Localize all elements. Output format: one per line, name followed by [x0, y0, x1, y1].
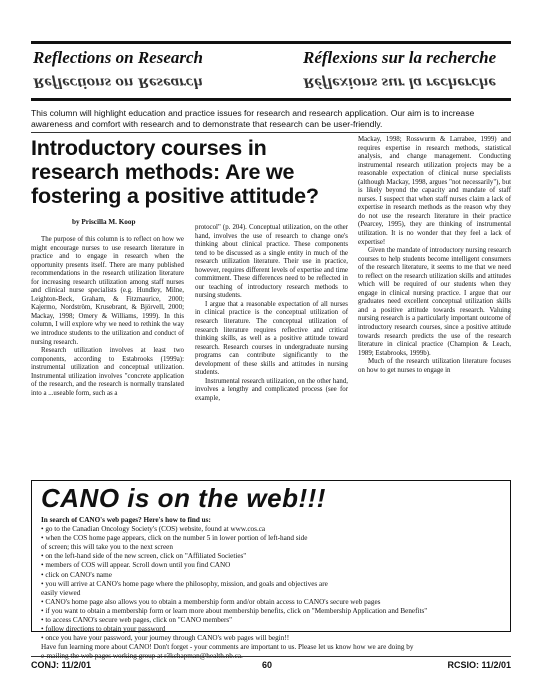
top-divider [31, 132, 511, 133]
paragraph: Much of the research utilization literature focuses on how to get nurses to engage in [358, 358, 511, 374]
paragraph: Research utilization involves at least two components, according to Estabrooks (1999a): instrumental utilization and conceptual utilization. Instrumental utilization involves "concrete application of the research, and the research is normally translated into a ...useable form, such as a [31, 347, 184, 397]
box-line: easily viewed [41, 588, 81, 597]
article-byline: by Priscilla M. Koop [72, 218, 136, 226]
cano-web-box [31, 480, 511, 661]
box-line: • to access CANO's secure web pages, click on "CANO members" [41, 616, 233, 625]
banner-right-title: Réflexions sur la recherche [303, 48, 497, 67]
box-line: • follow directions to obtain your password [41, 625, 166, 634]
column-banner [31, 41, 511, 101]
banner-reflection [32, 75, 496, 91]
footer-left: CONJ: 11/2/01 [31, 660, 92, 670]
box-line: • go to the Canadian Oncology Society's (COS) website, found at www.cos.ca [41, 525, 266, 534]
article-column-2 [195, 224, 348, 403]
box-line: • click on CANO's name [41, 570, 112, 579]
svg-text:Reflections on Research: Reflections on Research [33, 74, 203, 91]
article-title: Introductory courses in research methods: Are we fostering a positive attitude? [31, 136, 319, 208]
box-line: • you will arrive at CANO's home page where the philosophy, mission, and goals and objectives are [41, 579, 328, 588]
svg-text:Réflexions sur la recherche: Réflexions sur la recherche [303, 74, 497, 91]
paragraph: Mackay, 1998; Rosswurm & Larrabee, 1999) and requires expertise in research methods, statistical analysis, and change management. Conducting instrumental research utilization projects may be a reasonable expectation of clinical nurse specialists (although Mackay, 1998, argues "not necessarily"), but is likely beyond the capacity and mandate of staff nurses. I suspect that when staff nurses claim a lack of expertise in research methods as the reason why they do not use the research literature in their practice (Pearcey, 1995), they are thinking of instrumental utilization. It is no wonder that they feel a lack of expertise! [358, 136, 511, 246]
footer-right: RCSIO: 11/2/01 [447, 660, 511, 670]
column-intro: This column will highlight education and practice issues for research and research application. Our aim is to increase awareness and comfort with research and to demonstrate that research can be user-friendly. [31, 108, 475, 129]
box-line: • once you have your password, your journey through CANO's web pages will begin!! [41, 634, 290, 643]
box-line: • when the COS home page appears, click on the number 5 in lower portion of left-hand side [41, 534, 308, 543]
box-line: e-mailing the web pages working group at r3kchapman@health.nb.ca. [41, 652, 243, 661]
box-line: Have fun learning more about CANO! Don't forget - your comments are important to us. Please let us know how we are doing by [41, 643, 414, 652]
page-number: 60 [262, 660, 273, 670]
paragraph: The purpose of this column is to reflect on how we might encourage nurses to use research literature in practice and to engage in research when the opportunity presents itself. There are many published recommendations in the research utilization literature for increasing research utilization among staff nurses and clinical nurse specialists (e.g. Hundley, Milne, Leighton-Beck, Graham, & Fitzmaurice, 2000; Kajermo, Nordström, Krusebrant, & Björvell, 2000; Mackay, 1998; Omery & Williams, 1999). In this column, I will explore why we need to rethink the way we introduce students to the utilization and conduct of nursing research. [31, 236, 184, 346]
box-line: • on the left-hand side of the new screen, click on "Affiliated Societies" [41, 552, 247, 561]
article-column-1 [31, 236, 184, 398]
box-line: of screen; this will take you to the next screen [41, 543, 173, 552]
box-heading: CANO is on the web!!! [41, 483, 326, 513]
box-subheading: In search of CANO's web pages? Here's how to find us: [41, 516, 211, 524]
banner-left-title: Reflections on Research [33, 48, 203, 67]
article-column-3 [358, 136, 511, 375]
paragraph: protocol" (p. 204). Conceptual utilization, on the other hand, involves the use of research to change one's thinking about clinical practice. These components tend to be discussed as a single entity in much of the research utilization literature. Their use in practice, however, requires different levels of expertise and time commitment. These differences need to be reflected in our teaching of introductory research methods to nursing students. [195, 224, 348, 300]
box-line: • members of COS will appear. Scroll down until you find CANO [41, 561, 231, 570]
footer-divider [31, 656, 511, 657]
paragraph: Instrumental research utilization, on the other hand, involves a lengthy and complicated process (see for example, [195, 377, 348, 402]
paragraph: I argue that a reasonable expectation of all nurses in clinical practice is the conceptual utilization of research literature. The conceptual utilization of research literature requires reflective and critical thinking skills, as well as a positive attitude toward research. Research courses in undergraduate nursing programs can contribute significantly to the development of these skills and attitudes in nursing students. [195, 300, 348, 377]
box-body [41, 516, 503, 662]
box-line: • if you want to obtain a membership form or learn more about membership benefits, click on "Membership Application and Benefits" [41, 606, 428, 615]
banner-graphic [31, 41, 511, 101]
paragraph: Given the mandate of introductory nursing research courses to help students become intelligent consumers of the research literature, it seems to me that we need to reflect on the research utilization skills and attitudes which will be required of our students when they engage in clinical nursing practice. I argue that our graduates need excellent conceptual utilization skills and a positive attitude towards research. Valuing nursing research is a particularly important outcome of introductory research courses, since a positive attitude towards research predicts the use of the research literature in clinical practice (Champion & Leach, 1989; Estabrooks, 1999b). [358, 247, 511, 357]
box-line: • CANO's home page also allows you to obtain a membership form and/or obtain access to CANO's secure web pages [41, 597, 381, 606]
